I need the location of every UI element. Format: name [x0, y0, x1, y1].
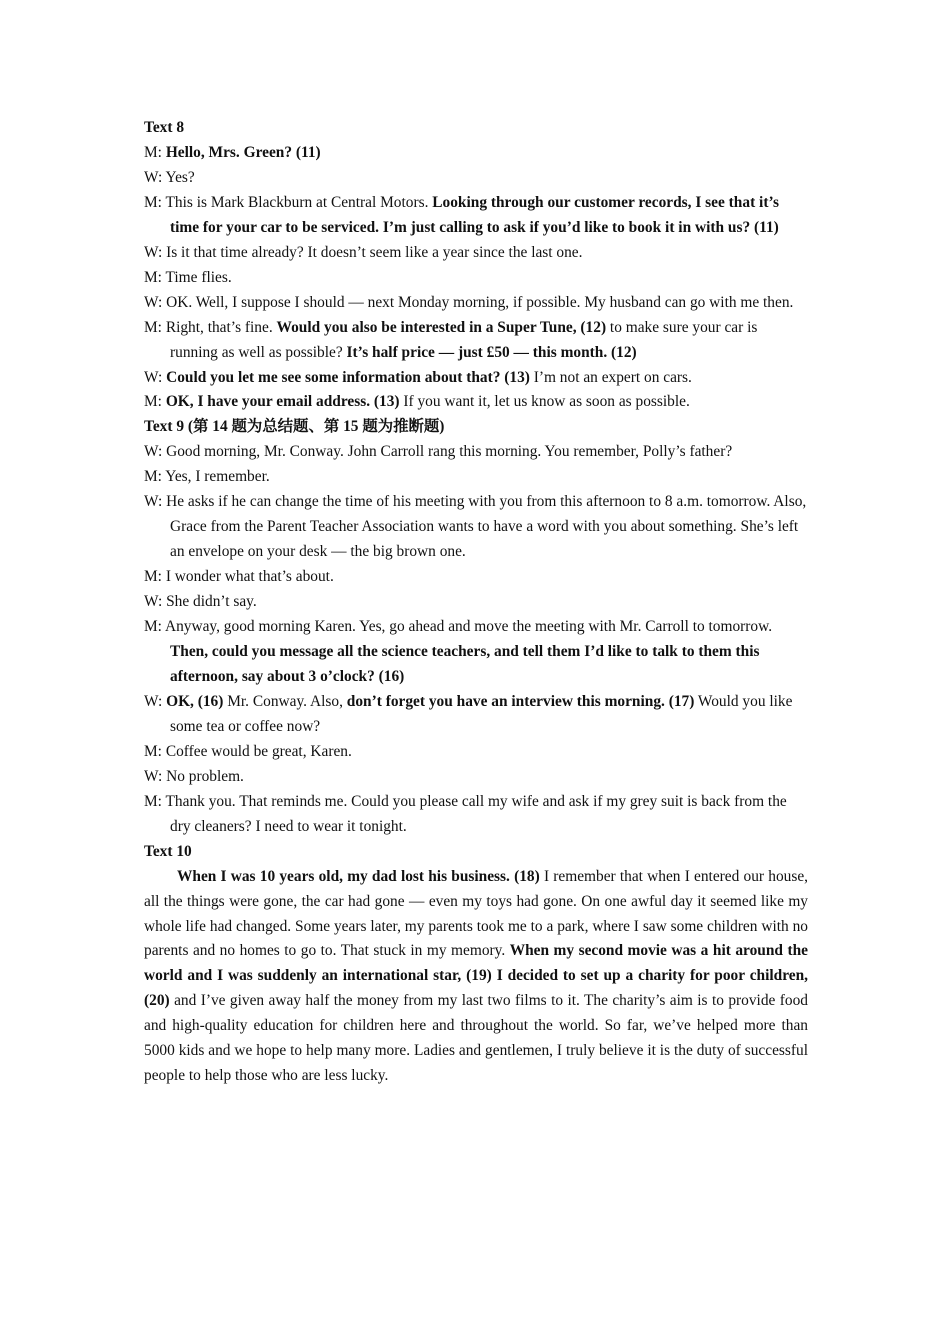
transcript-sections — [144, 116, 808, 840]
dialogue-text: Coffee would be great, Karen. — [165, 742, 352, 760]
speaker-label: M: — [144, 618, 165, 636]
dialogue-text: OK. Well, I suppose I should — next Monday morning, if possible. My husband can go with me then. — [166, 293, 794, 311]
dialogue-text: Good morning, Mr. Conway. John Carroll rang this morning. You remember, Polly’s father? — [166, 443, 733, 461]
dialogue-line — [144, 765, 808, 790]
dialogue-line — [144, 465, 808, 490]
key-sentence: OK, I have your email address. (13) — [165, 393, 400, 411]
dialogue-line — [144, 366, 808, 391]
dialogue-line — [144, 615, 808, 690]
speaker-label: M: — [144, 268, 166, 286]
dialogue-line — [144, 565, 808, 590]
dialogue-line — [144, 790, 808, 840]
key-sentence: Would you also be interested in a Super Tune, (12) — [276, 318, 607, 336]
paragraph-text: and I’ve given away half the money from my last two films to it. The charity’s aim is to provide food and high-quality education for children here and throughout the world. So far, we’ve helped more than 5000 kids and we hope to help many more. Ladies and gentlemen, I truly believe it is the duty of successful people to help those who are less lucky. — [144, 992, 808, 1085]
speaker-label: M: — [144, 318, 166, 336]
section-heading: Text 8 — [144, 119, 185, 136]
key-sentence: OK, (16) — [166, 692, 224, 710]
dialogue-line — [144, 590, 808, 615]
dialogue-text: Mr. Conway. Also, — [223, 692, 347, 710]
speaker-label: M: — [144, 792, 166, 810]
dialogue-line — [144, 166, 808, 191]
key-sentence: Looking through our customer records, I see that it’s time for your car to be serviced. I’m just calling to ask if you’d like to book it in with us? (11) — [170, 193, 779, 236]
dialogue-text: He asks if he can change the time of his meeting with you from this afternoon to 8 a.m. tomorrow. Also, Grace from the Parent Teacher Association wants to have a word with you about something. She’s left an envelope on your desk — the big brown one. — [166, 493, 807, 561]
key-sentence: Then, could you message all the science teachers, and tell them I’d like to talk to them this afternoon, say about 3 o’clock? (16) — [170, 643, 760, 685]
speaker-label: M: — [144, 468, 166, 486]
dialogue-line — [144, 690, 808, 740]
dialogue-line — [144, 490, 808, 565]
dialogue-text: If you want it, let us know as soon as possible. — [399, 393, 690, 411]
dialogue-line — [144, 141, 808, 166]
dialogue-text: to make sure your car is running as well as possible? — [170, 318, 758, 361]
speaker-label: W: — [144, 767, 167, 785]
document-page — [144, 116, 808, 1089]
dialogue-text: I wonder what that’s about. — [165, 568, 334, 586]
key-sentence: don’t forget you have an interview this morning. (17) — [346, 692, 695, 710]
dialogue-text: She didn’t say. — [166, 593, 257, 611]
speaker-label: M: — [144, 568, 166, 586]
key-sentence: It’s half price — just £50 — this month. (12) — [346, 343, 637, 361]
dialogue-line — [144, 191, 808, 241]
speaker-label: M: — [144, 742, 166, 760]
speaker-label: M: — [144, 143, 166, 161]
speaker-label: W: — [144, 168, 166, 186]
dialogue-line — [144, 316, 808, 366]
dialogue-text: Yes? — [165, 168, 195, 186]
dialogue-line — [144, 740, 808, 765]
dialogue-line — [144, 390, 808, 415]
speaker-label: M: — [144, 193, 166, 211]
dialogue-text: This is Mark Blackburn at Central Motors. — [165, 193, 433, 211]
speaker-label: W: — [144, 243, 167, 261]
text10-paragraph — [144, 865, 808, 1090]
dialogue-text: Yes, I remember. — [165, 468, 270, 486]
key-sentence: When I was 10 years old, my dad lost his business. (18) — [177, 867, 540, 885]
speaker-label: W: — [144, 593, 167, 611]
dialogue-text: No problem. — [166, 767, 244, 785]
dialogue-line — [144, 266, 808, 291]
key-sentence: Could you let me see some information about that? (13) — [166, 368, 530, 386]
dialogue-text: I’m not an expert on cars. — [529, 368, 692, 386]
section-heading: Text 9 (第 14 题为总结题、第 15 题为推断题) — [144, 418, 445, 436]
speaker-label: W: — [144, 368, 167, 386]
dialogue-line — [144, 440, 808, 465]
dialogue-text: Anyway, good morning Karen. Yes, go ahead and move the meeting with Mr. Carroll to tomorrow. — [164, 618, 773, 636]
dialogue-line — [144, 241, 808, 266]
speaker-label: W: — [144, 443, 167, 461]
speaker-label: M: — [144, 393, 166, 411]
dialogue-line — [144, 291, 808, 316]
dialogue-text: Would you like some tea or coffee now? — [170, 692, 793, 735]
text10-heading: Text 10 — [144, 842, 192, 860]
dialogue-text: Is it that time already? It doesn’t seem like a year since the last one. — [166, 243, 583, 261]
dialogue-text: Thank you. That reminds me. Could you please call my wife and ask if my grey suit is back from the dry cleaners? I need to wear it tonight. — [165, 792, 787, 835]
key-sentence: Hello, Mrs. Green? (11) — [165, 143, 321, 161]
speaker-label: W: — [144, 692, 167, 710]
speaker-label: W: — [144, 493, 167, 511]
dialogue-text: Right, that’s fine. — [165, 318, 277, 336]
dialogue-text: Time flies. — [165, 268, 232, 286]
key-sentence: When my second movie was a hit around the world and I was suddenly an international star, (19) I decided to set up a charity for poor children, (20) — [144, 942, 808, 1010]
paragraph-text: I remember that when I entered our house, all the things were gone, the car had gone — even my toys had gone. On one awful day it seemed like my whole life had changed. Some years later, my parents took me to a park, where I saw some children with no parents and no homes to go to. That stuck in my memory. — [144, 867, 809, 960]
speaker-label: W: — [144, 293, 167, 311]
